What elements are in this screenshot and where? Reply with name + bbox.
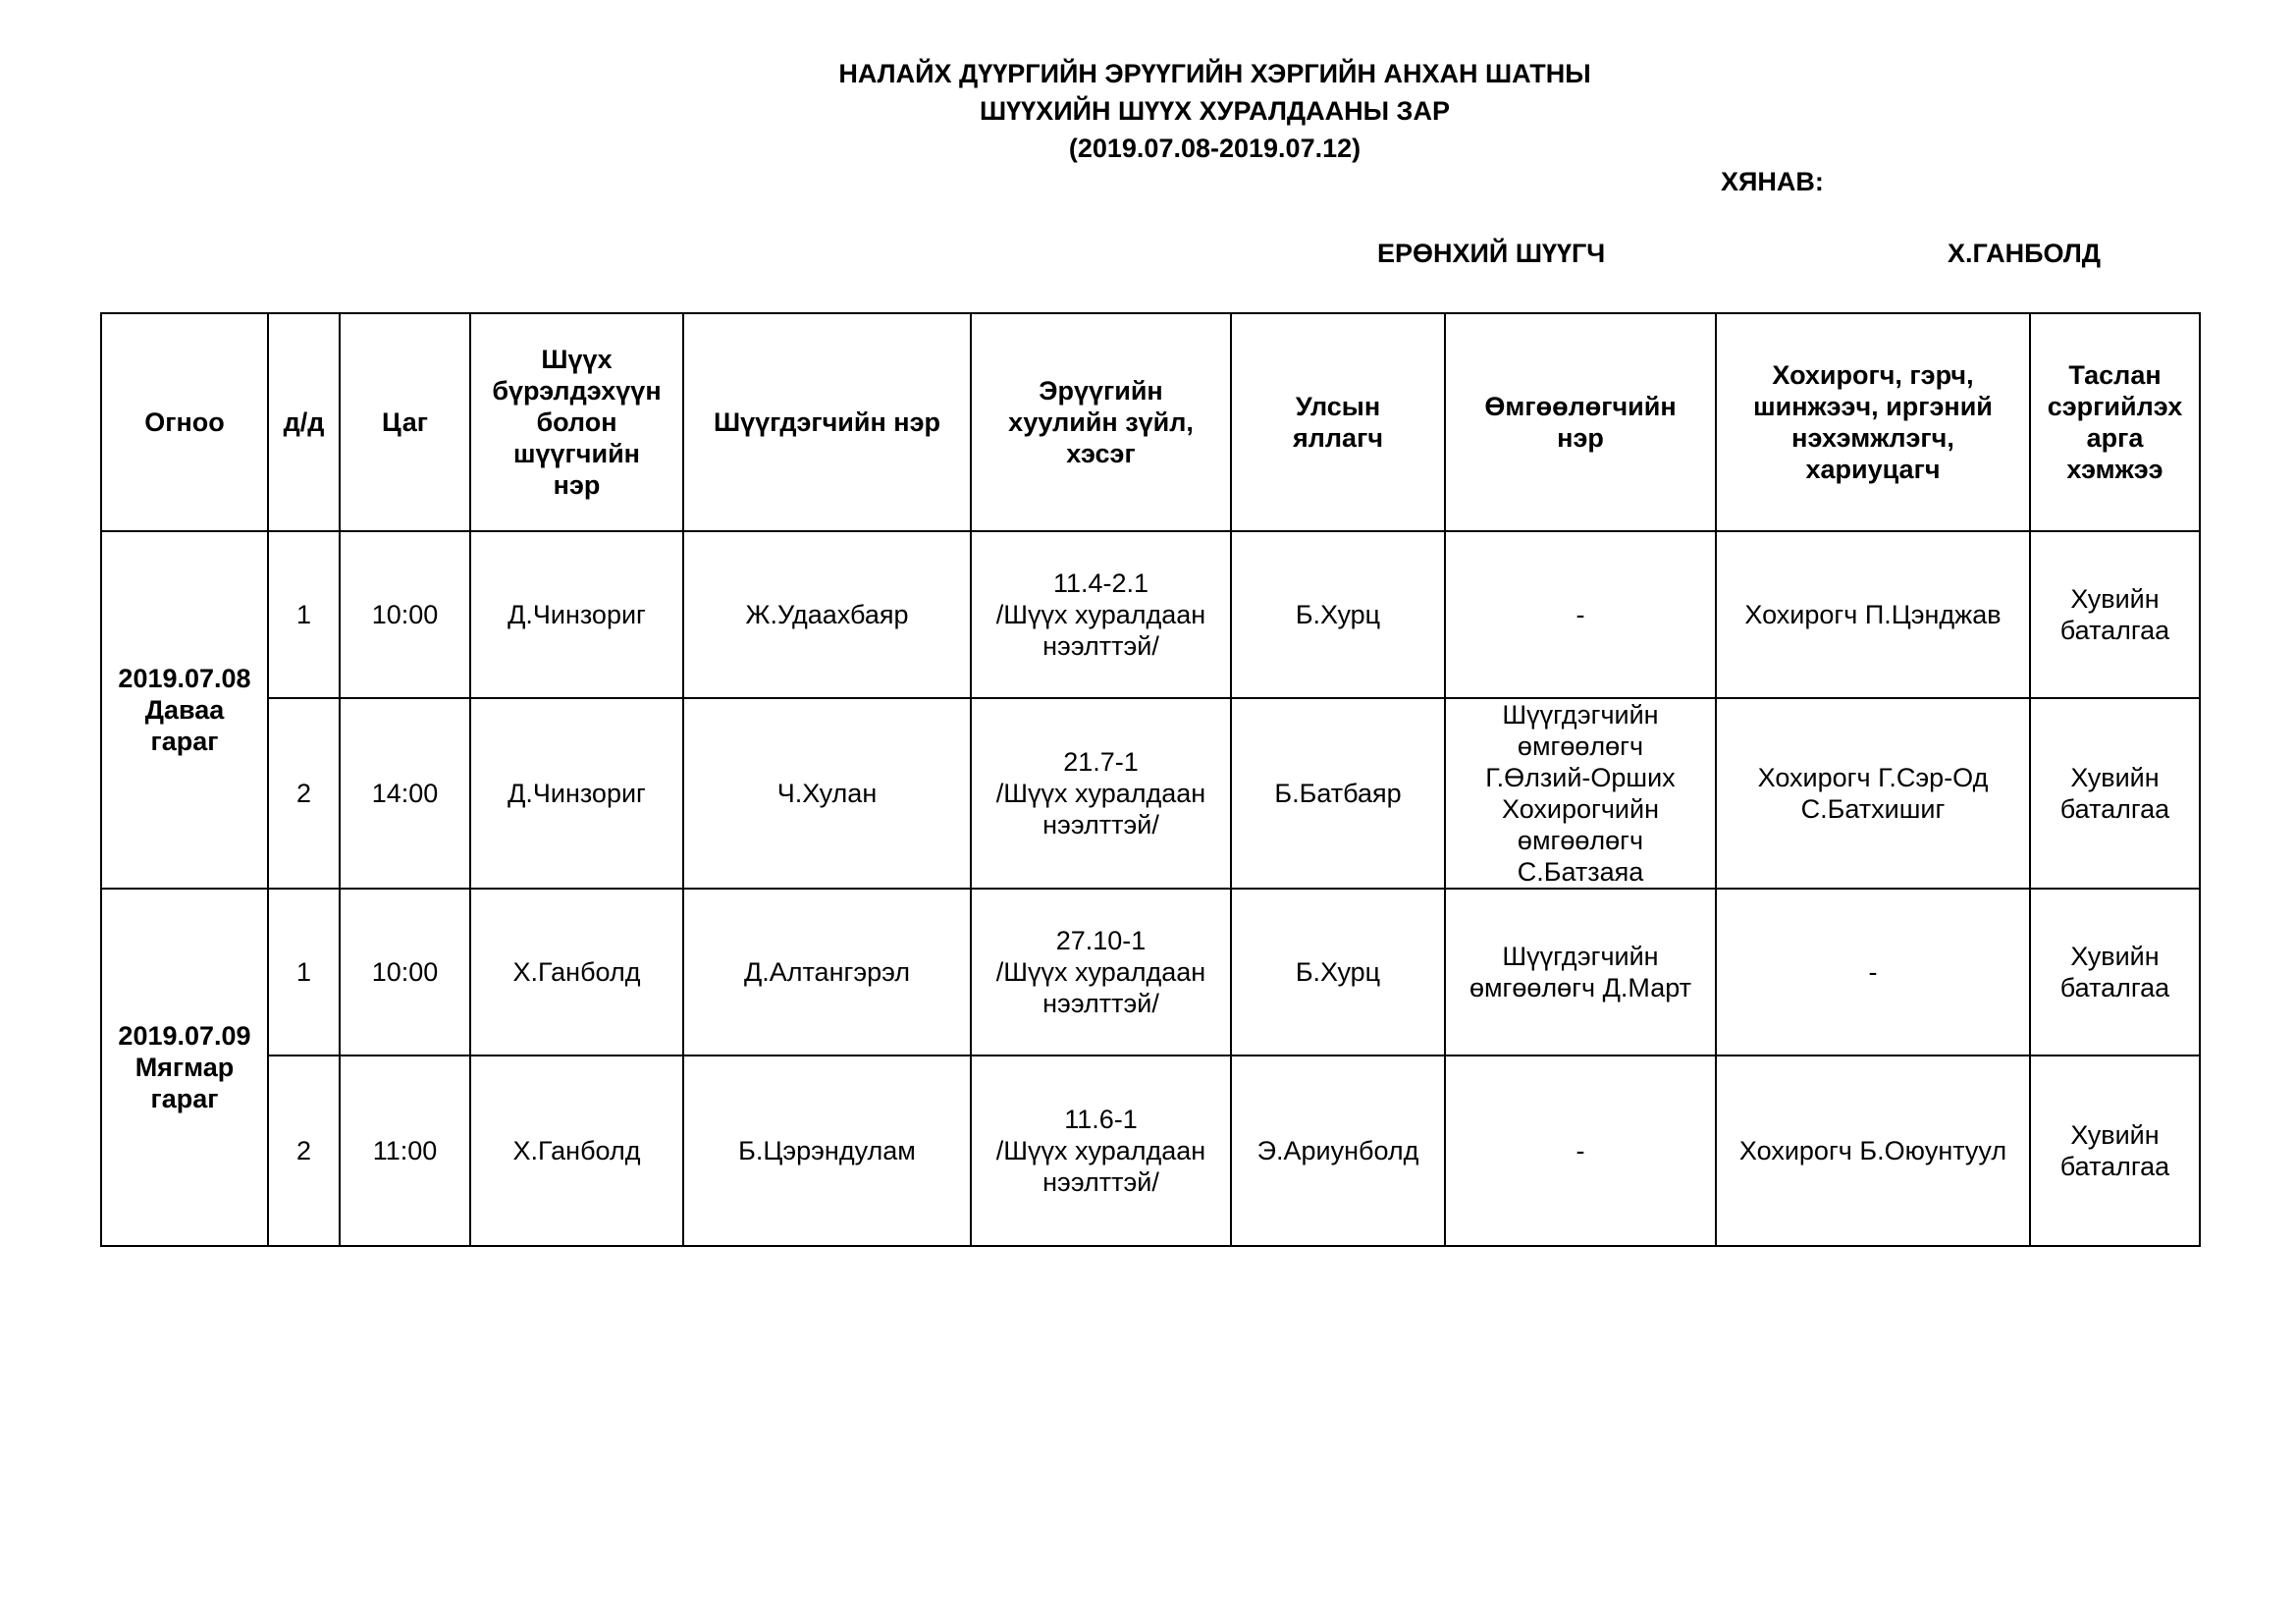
- col-header-num: д/д: [268, 313, 340, 531]
- text-line: нэр: [553, 470, 601, 500]
- text-line: Хувийн: [2070, 1120, 2160, 1150]
- text-line: нээлттэй/: [1042, 631, 1159, 661]
- text-line: Даваа: [144, 695, 225, 725]
- text-line: сэргийлэх: [2047, 392, 2183, 421]
- text-line: баталгаа: [2059, 616, 2170, 645]
- text-line: С.Батзаяа: [1517, 857, 1644, 887]
- case-num: 1: [268, 889, 340, 1056]
- day-weekday: [108, 1052, 261, 1114]
- case-time: 10:00: [340, 889, 470, 1056]
- case-prosecutor: Б.Хурц: [1231, 889, 1445, 1056]
- case-num: 1: [268, 531, 340, 698]
- title-line-3: (2019.07.08-2019.07.12): [1068, 134, 1362, 163]
- text-line: Өмгөөлөгчийн: [1484, 392, 1677, 421]
- case-article: [971, 698, 1231, 889]
- col-header-lawyer: [1445, 313, 1716, 531]
- case-defendant: Ж.Удаахбаяр: [683, 531, 971, 698]
- text-line: Эрүүгийн: [1039, 376, 1163, 406]
- text-line: шинжээч, иргэний: [1753, 392, 1993, 421]
- text-line: /Шүүх хуралдаан: [995, 957, 1206, 987]
- case-lawyer: [1445, 889, 1716, 1056]
- text-line: Шүүгдэгчийн: [1502, 700, 1659, 730]
- case-time: 11:00: [340, 1056, 470, 1246]
- text-line: Улсын: [1295, 392, 1381, 421]
- day-date: 2019.07.09: [118, 1021, 251, 1051]
- case-num: 2: [268, 1056, 340, 1246]
- case-parties: [1716, 698, 2030, 889]
- case-article: [971, 1056, 1231, 1246]
- text-line: Хувийн: [2070, 584, 2160, 614]
- text-line: 11.4-2.1: [1052, 568, 1149, 598]
- text-line: Хохирогч Г.Сэр-Од: [1757, 763, 1989, 792]
- text-line: шүүгчийн: [513, 439, 640, 468]
- text-line: /Шүүх хуралдаан: [995, 1136, 1206, 1165]
- text-line: нээлттэй/: [1042, 989, 1159, 1018]
- case-time: 10:00: [340, 531, 470, 698]
- case-prosecutor: Б.Хурц: [1231, 531, 1445, 698]
- day-date: 2019.07.08: [118, 664, 251, 693]
- case-defendant: Ч.Хулан: [683, 698, 971, 889]
- text-line: Хохирогч Б.Оюунтуул: [1738, 1136, 2007, 1165]
- approval-position: ЕРӨНХИЙ ШҮҮГЧ: [1377, 239, 1606, 268]
- title-line-1: НАЛАЙХ ДҮҮРГИЙН ЭРҮҮГИЙН ХЭРГИЙН АНХАН ШАТНЫ: [838, 59, 1591, 88]
- text-line: болон: [536, 407, 617, 437]
- col-header-article: [971, 313, 1231, 531]
- day-weekday: [108, 694, 261, 757]
- text-line: арга: [2086, 423, 2144, 453]
- table-row: [101, 1056, 2200, 1246]
- text-line: нэхэмжлэгч,: [1791, 423, 1954, 453]
- case-article: [971, 531, 1231, 698]
- day-cell: [101, 531, 268, 889]
- header-row: [101, 313, 2200, 531]
- case-judge: Х.Ганболд: [470, 889, 683, 1056]
- case-defendant: Д.Алтангэрэл: [683, 889, 971, 1056]
- table-row: [101, 531, 2200, 698]
- text-line: өмгөөлөгч: [1517, 731, 1644, 761]
- text-line: Г.Өлзий-Орших: [1485, 763, 1676, 792]
- case-judge: Д.Чинзориг: [470, 531, 683, 698]
- text-line: нэр: [1557, 423, 1604, 453]
- case-lawyer: [1445, 1056, 1716, 1246]
- case-measure: [2030, 531, 2200, 698]
- text-line: /Шүүх хуралдаан: [995, 779, 1206, 808]
- hearing-schedule-table: [100, 312, 2201, 1247]
- col-header-measure: [2030, 313, 2200, 531]
- text-line: яллагч: [1293, 423, 1383, 453]
- text-line: Шүүх: [541, 345, 613, 374]
- case-prosecutor: Б.Батбаяр: [1231, 698, 1445, 889]
- case-judge: Х.Ганболд: [470, 1056, 683, 1246]
- approval-name: Х.ГАНБОЛД: [1948, 239, 2102, 268]
- col-header-judge: [470, 313, 683, 531]
- col-header-date: Огноо: [101, 313, 268, 531]
- text-line: гараг: [150, 1084, 219, 1113]
- text-line: С.Батхишиг: [1800, 794, 1946, 824]
- text-line: Хохирогч П.Цэнджав: [1744, 600, 2002, 629]
- col-header-time: Цаг: [340, 313, 470, 531]
- text-line: өмгөөлөгч Д.Март: [1468, 973, 1692, 1002]
- text-line: баталгаа: [2059, 973, 2170, 1002]
- table-row: [101, 698, 2200, 889]
- case-measure: [2030, 698, 2200, 889]
- text-line: -: [1575, 1136, 1585, 1165]
- document-title: [0, 55, 2296, 167]
- text-line: Хохирогч, гэрч,: [1772, 360, 1974, 390]
- text-line: хуулийн зүйл,: [1008, 407, 1194, 437]
- case-measure: [2030, 889, 2200, 1056]
- col-header-defendant: Шүүгдэгчийн нэр: [683, 313, 971, 531]
- text-line: -: [1575, 600, 1585, 629]
- text-line: нээлттэй/: [1042, 810, 1159, 839]
- text-line: Хувийн: [2070, 763, 2160, 792]
- approval-label: ХЯНАВ:: [1721, 167, 1824, 196]
- text-line: Хувийн: [2070, 942, 2160, 971]
- text-line: Мягмар: [134, 1053, 235, 1082]
- text-line: Таслан: [2068, 360, 2162, 390]
- case-article: [971, 889, 1231, 1056]
- text-line: баталгаа: [2059, 794, 2170, 824]
- case-measure: [2030, 1056, 2200, 1246]
- day-cell: [101, 889, 268, 1246]
- text-line: нээлттэй/: [1042, 1167, 1159, 1197]
- text-line: хариуцагч: [1805, 455, 1941, 484]
- case-num: 2: [268, 698, 340, 889]
- text-line: /Шүүх хуралдаан: [995, 600, 1206, 629]
- text-line: өмгөөлөгч: [1517, 826, 1644, 855]
- case-prosecutor: Э.Ариунболд: [1231, 1056, 1445, 1246]
- col-header-parties: [1716, 313, 2030, 531]
- case-judge: Д.Чинзориг: [470, 698, 683, 889]
- text-line: хэсэг: [1066, 439, 1136, 468]
- case-defendant: Б.Цэрэндулам: [683, 1056, 971, 1246]
- text-line: Шүүгдэгчийн: [1502, 942, 1659, 971]
- text-line: баталгаа: [2059, 1152, 2170, 1181]
- case-parties: [1716, 889, 2030, 1056]
- case-parties: [1716, 531, 2030, 698]
- col-header-prosecutor: [1231, 313, 1445, 531]
- text-line: гараг: [150, 727, 219, 756]
- table-row: [101, 889, 2200, 1056]
- text-line: хэмжээ: [2066, 455, 2163, 484]
- text-line: -: [1868, 957, 1878, 987]
- title-line-2: ШҮҮХИЙН ШҮҮХ ХУРАЛДААНЫ ЗАР: [980, 96, 1450, 126]
- text-line: 11.6-1: [1064, 1105, 1138, 1134]
- text-line: Хохирогчийн: [1501, 794, 1660, 824]
- case-time: 14:00: [340, 698, 470, 889]
- case-lawyer: [1445, 698, 1716, 889]
- text-line: бүрэлдэхүүн: [492, 376, 662, 406]
- text-line: 21.7-1: [1063, 747, 1139, 777]
- text-line: 27.10-1: [1055, 926, 1147, 955]
- case-lawyer: [1445, 531, 1716, 698]
- case-parties: [1716, 1056, 2030, 1246]
